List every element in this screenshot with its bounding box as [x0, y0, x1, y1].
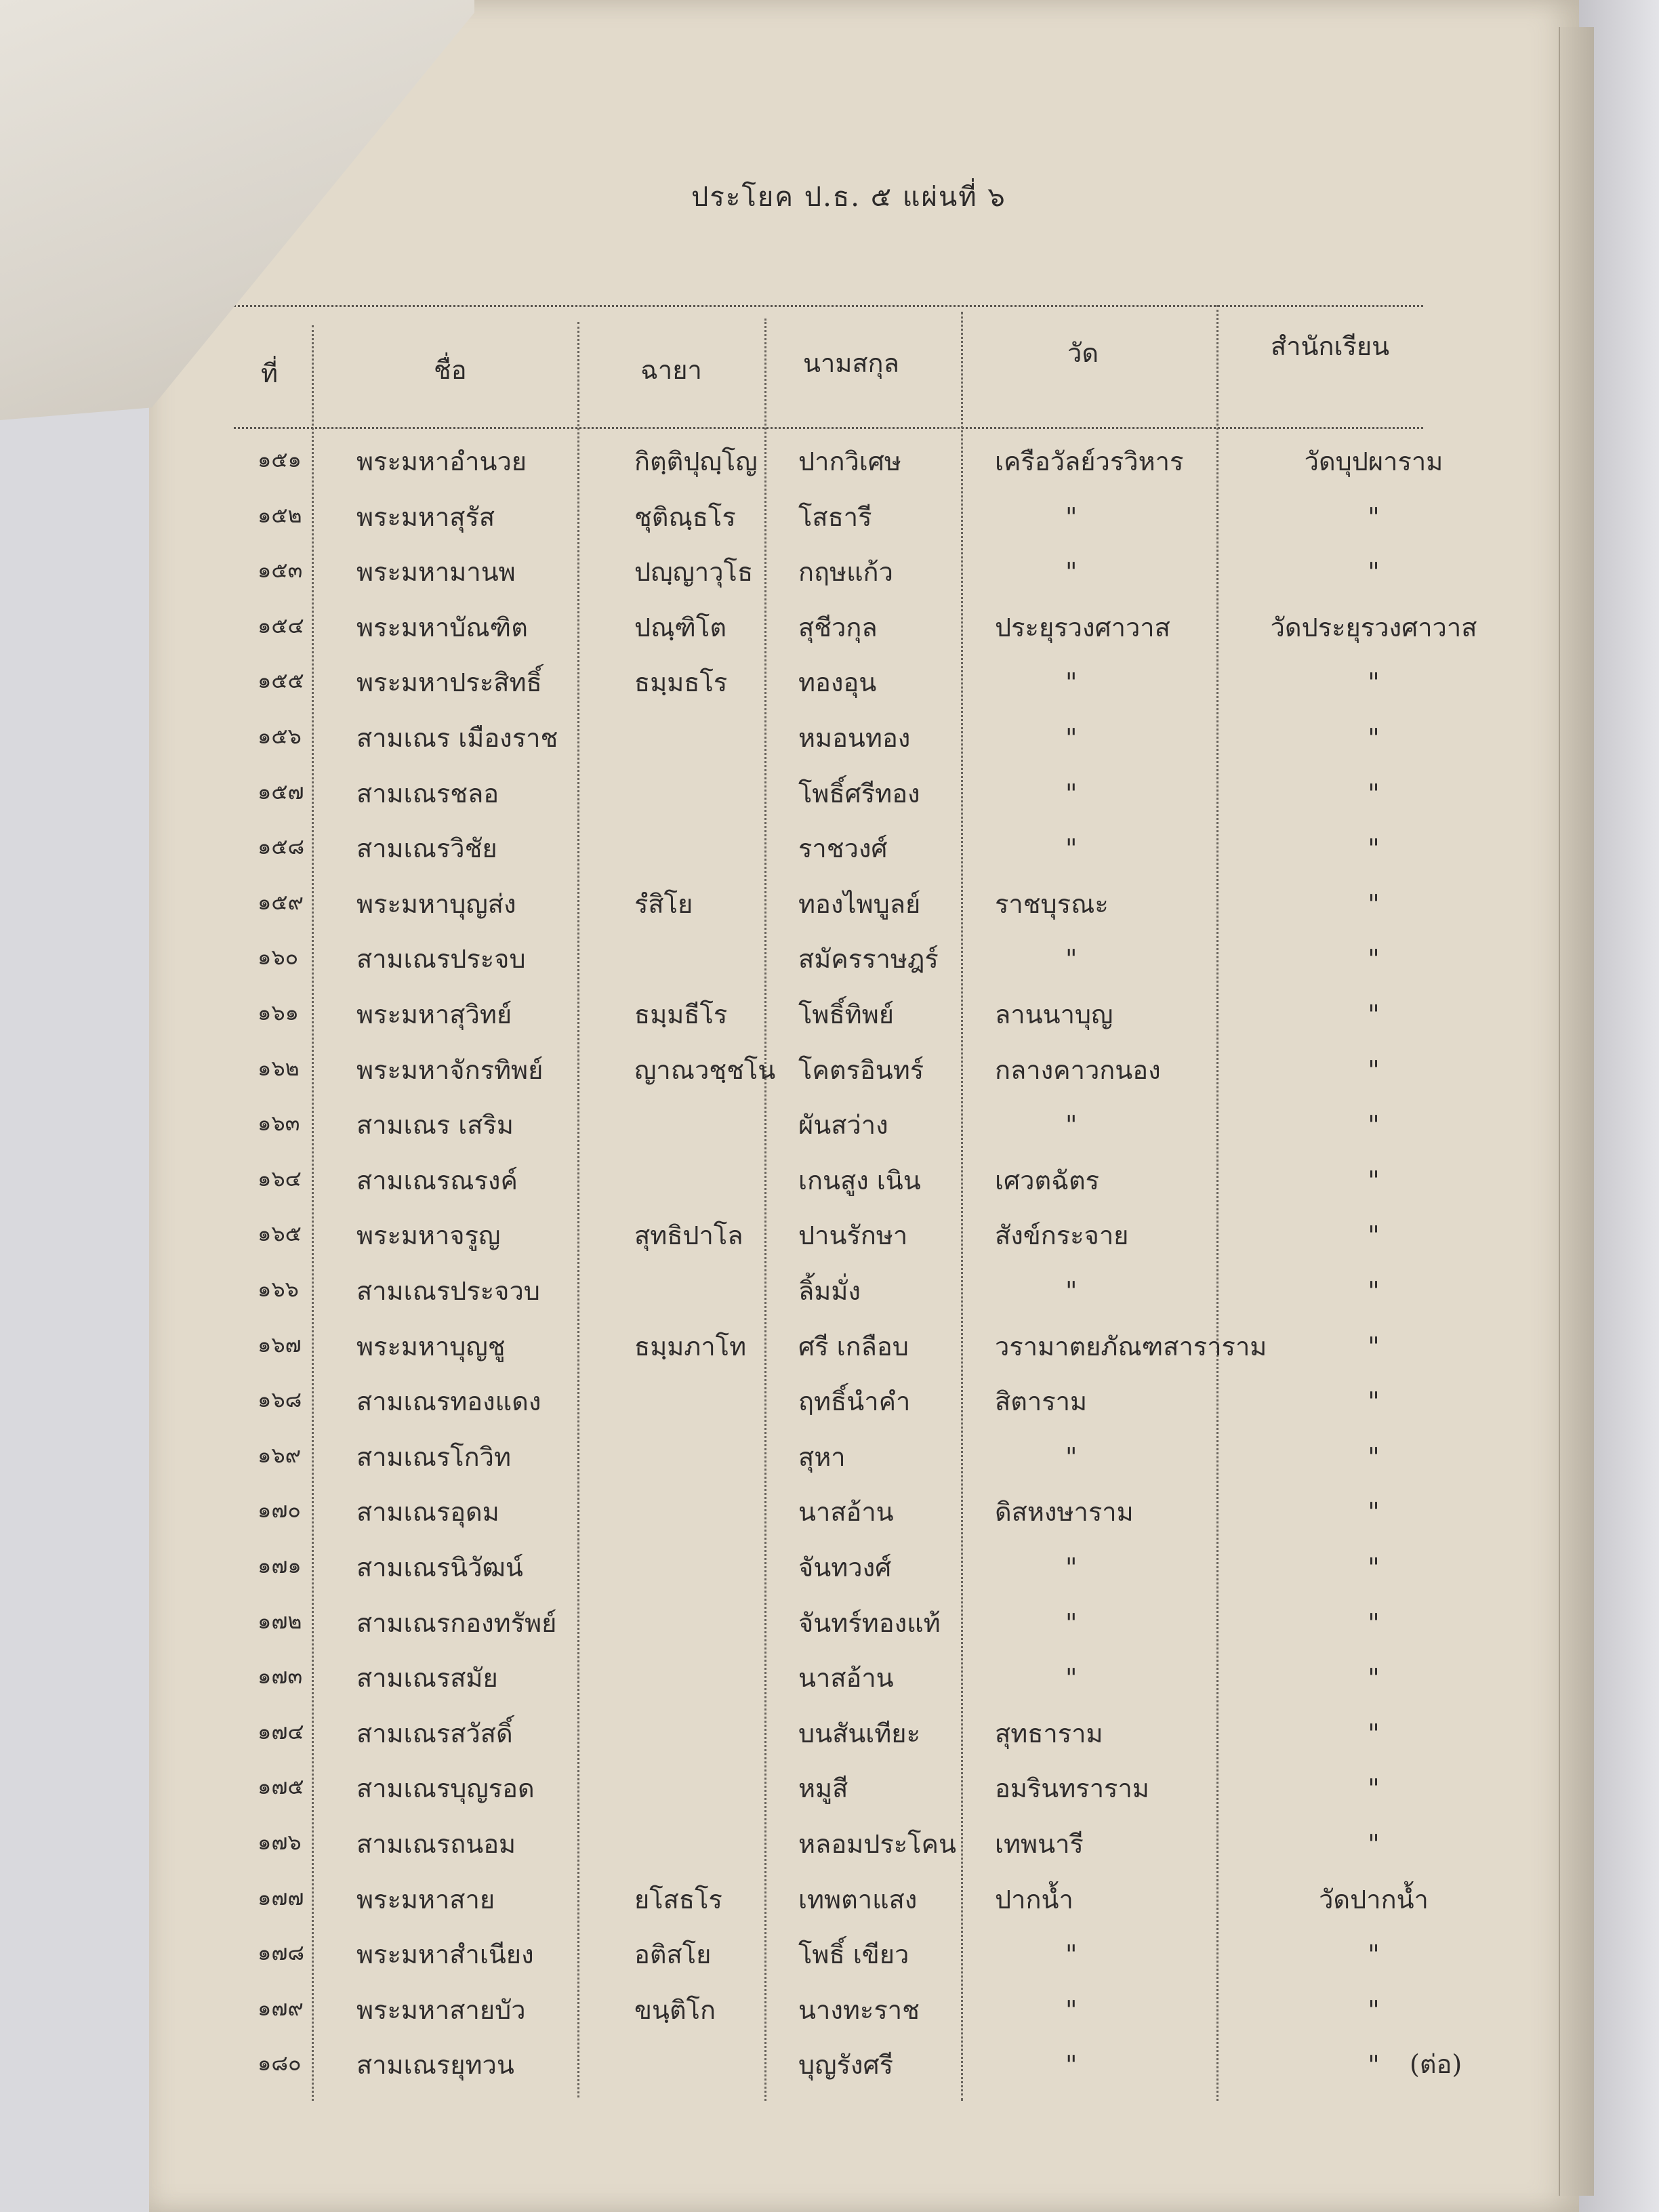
- cell-wat: เทพนารี: [995, 1829, 1084, 1859]
- cell-surname: ปากวิเศษ: [798, 447, 901, 476]
- table-row: [0, 836, 1423, 890]
- cell-wat: ": [1065, 778, 1078, 808]
- cell-no: ๑๕๗: [258, 778, 304, 804]
- cell-no: ๑๕๔: [258, 612, 304, 638]
- cell-wat: ": [1065, 1276, 1078, 1306]
- cell-no: ๑๗๑: [258, 1553, 302, 1578]
- cell-surname: บุญรังศรี: [798, 2050, 893, 2081]
- cell-wat: ราชบุรณะ: [995, 888, 1109, 919]
- header-name: ชื่อ: [434, 355, 467, 385]
- cell-no: ๑๖๙: [258, 1441, 302, 1468]
- cell-name: พระมหาสุรัส: [356, 501, 495, 532]
- header-school: สำนักเรียน: [1271, 331, 1390, 361]
- cell-surname: ทองอุน: [798, 668, 877, 698]
- cell-school: ": [1368, 834, 1380, 864]
- cell-surname: ฤทธิ์นำคำ: [798, 1387, 911, 1417]
- cell-surname: ผันสว่าง: [798, 1110, 888, 1141]
- cell-wat: ": [1065, 1994, 1078, 2025]
- cell-school: ": [1368, 1387, 1380, 1417]
- cell-wat: ดิสหงษาราม: [995, 1497, 1134, 1528]
- cell-wat: ": [1065, 501, 1078, 532]
- cell-no: ๑๖๕: [258, 1221, 302, 1247]
- cell-wat: ": [1065, 1553, 1078, 1582]
- cell-school: ": [1368, 1607, 1380, 1638]
- table-row: [0, 1776, 1423, 1830]
- cell-name: สามเณรสมัย: [356, 1663, 498, 1694]
- table-row: [0, 447, 1443, 503]
- cell-no: ๑๖๖: [258, 1276, 299, 1302]
- cell-surname: โพธิ์ศรีทอง: [798, 778, 920, 808]
- header-surname: นามสกุล: [803, 348, 899, 378]
- table-row: [0, 1331, 1423, 1388]
- cell-school: ": [1368, 1000, 1380, 1029]
- cell-name: พระมหาบุญชู: [356, 1331, 506, 1361]
- cell-surname: กฤษแก้ว: [798, 557, 893, 588]
- cell-name: สามเณรชลอ: [356, 778, 499, 808]
- cell-wat: ": [1065, 834, 1078, 864]
- header-chaya: ฉายา: [640, 355, 702, 385]
- cell-chaya: ญาณวชฺชโน: [634, 1054, 776, 1085]
- cell-no: ๑๗๓: [258, 1663, 303, 1689]
- cell-wat: วรามาตยภัณฑสาราราม: [995, 1331, 1267, 1361]
- cell-school: ": [1368, 668, 1380, 698]
- cell-surname: โคตรอินทร์: [798, 1054, 924, 1085]
- table-row: [0, 1665, 1423, 1719]
- page-title: ประโยค ป.ธ. ๕ แผ่นที่ ๖: [691, 182, 1006, 213]
- cell-surname: หลอมประโคน: [798, 1829, 956, 1859]
- cell-school: วัดบุปผาราม: [1304, 447, 1443, 476]
- cell-school: ": [1368, 1553, 1380, 1582]
- cell-no: ๑๗๙: [258, 1994, 304, 2021]
- cell-chaya: ธมฺมธโร: [634, 668, 728, 698]
- cell-name: สามเณรบุญรอด: [356, 1774, 535, 1804]
- cell-surname: สมัครราษฎร์: [798, 944, 939, 975]
- cell-chaya: ธมฺมธีโร: [634, 1000, 728, 1029]
- cell-name: พระมหาสำเนียง: [356, 1940, 534, 1970]
- cell-no: ๑๖๘: [258, 1387, 302, 1413]
- cell-school: ": [1368, 1110, 1380, 1141]
- cell-school: ": [1368, 944, 1380, 975]
- cell-chaya: อติสโย: [634, 1940, 712, 1970]
- cell-chaya: ชุติณฺธโร: [634, 501, 736, 532]
- cell-surname: เทพตาแสง: [798, 1884, 918, 1914]
- cell-name: สามเณรนิวัฒน์: [356, 1553, 523, 1582]
- cell-school: ": [1368, 1497, 1380, 1528]
- cell-wat: ": [1065, 723, 1078, 753]
- cell-no: ๑๖๒: [258, 1054, 300, 1081]
- cell-name: พระมหาสาย: [356, 1884, 495, 1914]
- cell-school: ": [1368, 1331, 1380, 1361]
- table-row: [0, 1278, 1423, 1332]
- cell-no: ๑๕๕: [258, 668, 304, 694]
- cell-name: สามเณรสวัสดิ์: [356, 1718, 513, 1748]
- cell-name: พระมหาบัณฑิต: [356, 612, 528, 642]
- cell-name: สามเณรโกวิท: [356, 1441, 512, 1472]
- cell-name: พระมหาสุวิทย์: [356, 1000, 512, 1029]
- continued-note: (ต่อ): [1410, 2049, 1462, 2079]
- cell-school: วัดประยุรวงศาวาส: [1270, 612, 1477, 642]
- cell-wat: ประยุรวงศาวาส: [995, 612, 1170, 642]
- cell-surname: หมูสี: [798, 1774, 848, 1804]
- table-row: [0, 1607, 1423, 1664]
- cell-chaya: กิตฺติปุญฺโญ: [634, 447, 758, 476]
- cell-name: พระมหาสายบัว: [356, 1994, 526, 2025]
- cell-school: ": [1368, 1441, 1380, 1472]
- cell-no: ๑๗๗: [258, 1884, 304, 1910]
- cell-surname: นาสอ้าน: [798, 1497, 894, 1528]
- table-row: [0, 1054, 1423, 1111]
- cell-wat: เศวตฉัตร: [995, 1165, 1100, 1195]
- table-row: [0, 1942, 1423, 1996]
- cell-name: สามเณร เสริม: [356, 1110, 514, 1141]
- cell-wat: ": [1065, 944, 1078, 975]
- cell-school: ": [1368, 2050, 1380, 2081]
- table-row: [0, 778, 1423, 835]
- cell-surname: ปานรักษา: [798, 1221, 908, 1251]
- cell-surname: โพธิ์ เขียว: [798, 1940, 909, 1970]
- cell-surname: ทองไพบูลย์: [798, 888, 921, 919]
- cell-surname: บนสันเทียะ: [798, 1718, 920, 1748]
- cell-school: ": [1368, 723, 1380, 753]
- cell-name: พระมหาจรูญ: [356, 1221, 501, 1251]
- cell-school: ": [1368, 1774, 1380, 1804]
- cell-no: ๑๖๐: [258, 944, 299, 970]
- cell-school: ": [1368, 1829, 1380, 1859]
- cell-name: พระมหาบุญส่ง: [356, 888, 516, 919]
- cell-no: ๑๗๕: [258, 1774, 304, 1800]
- cell-no: ๑๖๓: [258, 1110, 300, 1136]
- cell-wat: กลางคาวกนอง: [995, 1054, 1161, 1085]
- table-row: [0, 1555, 1423, 1609]
- cell-wat: อมรินทราราม: [995, 1774, 1149, 1804]
- cell-surname: นาสอ้าน: [798, 1663, 894, 1694]
- cell-no: ๑๕๓: [258, 557, 303, 583]
- cell-chaya: ยโสธโร: [634, 1884, 722, 1914]
- cell-name: พระมหาประสิทธิ์: [356, 668, 542, 698]
- cell-school: วัดปากน้ำ: [1319, 1884, 1429, 1914]
- table-row: [0, 1884, 1429, 1941]
- cell-school: ": [1368, 1718, 1380, 1748]
- cell-chaya: ปญฺญาวุโธ: [634, 557, 754, 588]
- cell-wat: ": [1065, 1110, 1078, 1141]
- cell-school: ": [1368, 1663, 1380, 1694]
- page-stack-edge: [1559, 27, 1594, 2196]
- cell-no: ๑๗๖: [258, 1829, 302, 1855]
- table-row: [0, 670, 1423, 724]
- cell-school: ": [1368, 888, 1380, 919]
- table-row: [0, 501, 1423, 558]
- cell-name: พระมหามานพ: [356, 557, 516, 588]
- cell-surname: ศรี เกลือบ: [798, 1331, 909, 1361]
- cell-school: ": [1368, 501, 1380, 532]
- cell-surname: ลิ้มมั่ง: [798, 1276, 861, 1306]
- cell-name: สามเณรวิชัย: [356, 834, 497, 864]
- cell-surname: โพธิ์ทิพย์: [798, 1000, 895, 1029]
- cell-school: ": [1368, 1165, 1380, 1195]
- table-row: [0, 1441, 1423, 1498]
- cell-wat: ": [1065, 2050, 1078, 2081]
- cell-wat: สิตาราม: [995, 1387, 1088, 1417]
- cell-school: ": [1368, 778, 1380, 808]
- cell-wat: ปากน้ำ: [995, 1884, 1073, 1914]
- cell-no: ๑๕๙: [258, 888, 304, 915]
- cell-name: สามเณรยุทวน: [356, 2050, 514, 2081]
- cell-name: สามเณรทองแดง: [356, 1387, 541, 1417]
- cell-name: สามเณรอุดม: [356, 1497, 499, 1528]
- cell-school: ": [1368, 1994, 1380, 2025]
- cell-no: ๑๖๗: [258, 1331, 302, 1357]
- cell-surname: เกนสูง เนิน: [798, 1165, 921, 1195]
- cell-name: สามเณร เมืองราช: [356, 723, 558, 753]
- cell-name: พระมหาจักรทิพย์: [356, 1054, 544, 1085]
- cell-surname: จันทร์ทองแท้: [798, 1607, 941, 1638]
- table-row: [0, 1165, 1423, 1222]
- table-row: [0, 1002, 1423, 1056]
- cell-school: ": [1368, 1940, 1380, 1970]
- cell-name: พระมหาอำนวย: [356, 447, 527, 476]
- cell-name: สามเณรถนอม: [356, 1829, 516, 1859]
- table-row: [0, 1112, 1423, 1166]
- cell-name: สามเณรประจบ: [356, 944, 526, 975]
- cell-surname: นางทะราช: [798, 1994, 920, 2025]
- table-row: [0, 1389, 1423, 1443]
- cell-chaya: สุทธิปาโล: [634, 1221, 743, 1251]
- cell-no: ๑๗๒: [258, 1607, 302, 1634]
- table-row: [0, 1831, 1423, 1885]
- cell-school: ": [1368, 1054, 1380, 1085]
- cell-wat: สุทธาราม: [995, 1718, 1103, 1748]
- cell-no: ๑๕๖: [258, 723, 302, 749]
- table-row: [0, 1223, 1423, 1277]
- table-row: [0, 1499, 1423, 1553]
- header-no: ที่: [261, 359, 279, 388]
- table-top-rule: [234, 305, 1423, 307]
- table-header-rule: [234, 427, 1423, 429]
- cell-no: ๑๗๘: [258, 1940, 305, 1966]
- cell-surname: สุหา: [798, 1441, 846, 1472]
- cell-wat: ": [1065, 1607, 1078, 1638]
- cell-wat: ": [1065, 668, 1078, 698]
- cell-surname: สุชีวกุล: [798, 612, 878, 642]
- cell-chaya: ขนฺติโก: [634, 1994, 716, 2025]
- cell-no: ๑๗๐: [258, 1497, 301, 1523]
- cell-no: ๑๕๒: [258, 501, 302, 528]
- cell-school: ": [1368, 1221, 1380, 1251]
- table-row: [0, 725, 1423, 779]
- cell-wat: ": [1065, 1940, 1078, 1970]
- cell-wat: ": [1065, 1663, 1078, 1694]
- cell-school: ": [1368, 557, 1380, 588]
- cell-chaya: ธมฺมภาโท: [634, 1331, 747, 1361]
- cell-surname: หมอนทอง: [798, 723, 911, 753]
- cell-chaya: ปณฺฑิโต: [634, 612, 727, 642]
- cell-school: ": [1368, 1276, 1380, 1306]
- cell-no: ๑๖๔: [258, 1165, 302, 1191]
- table-row: [0, 1718, 1423, 1775]
- table-row: [0, 612, 1477, 669]
- cell-no: ๑๕๘: [258, 834, 305, 860]
- table-row: [0, 946, 1423, 1000]
- cell-wat: ": [1065, 557, 1078, 588]
- cell-surname: โสธารี: [798, 501, 872, 532]
- cell-chaya: รํสิโย: [634, 888, 693, 919]
- cell-no: ๑๕๑: [258, 447, 302, 472]
- cell-name: สามเณรประจวบ: [356, 1276, 540, 1306]
- table-row: [0, 1994, 1423, 2051]
- table-row: [0, 559, 1423, 613]
- cell-name: สามเณรณรงค์: [356, 1165, 518, 1195]
- cell-no: ๑๗๔: [258, 1718, 304, 1744]
- table-row: [0, 888, 1423, 945]
- cell-wat: ลานนาบุญ: [995, 1000, 1113, 1029]
- cell-wat: เครือวัลย์วรวิหาร: [995, 447, 1184, 476]
- cell-name: สามเณรกองทรัพย์: [356, 1607, 557, 1638]
- cell-surname: จันทวงศ์: [798, 1553, 892, 1582]
- cell-surname: ราชวงศ์: [798, 834, 888, 864]
- cell-wat: ": [1065, 1441, 1078, 1472]
- cell-wat: สังข์กระจาย: [995, 1221, 1129, 1251]
- header-wat: วัด: [1067, 338, 1099, 368]
- cell-no: ๑๘๐: [258, 2050, 302, 2076]
- cell-no: ๑๖๑: [258, 1000, 299, 1025]
- table-row: [0, 2052, 1423, 2106]
